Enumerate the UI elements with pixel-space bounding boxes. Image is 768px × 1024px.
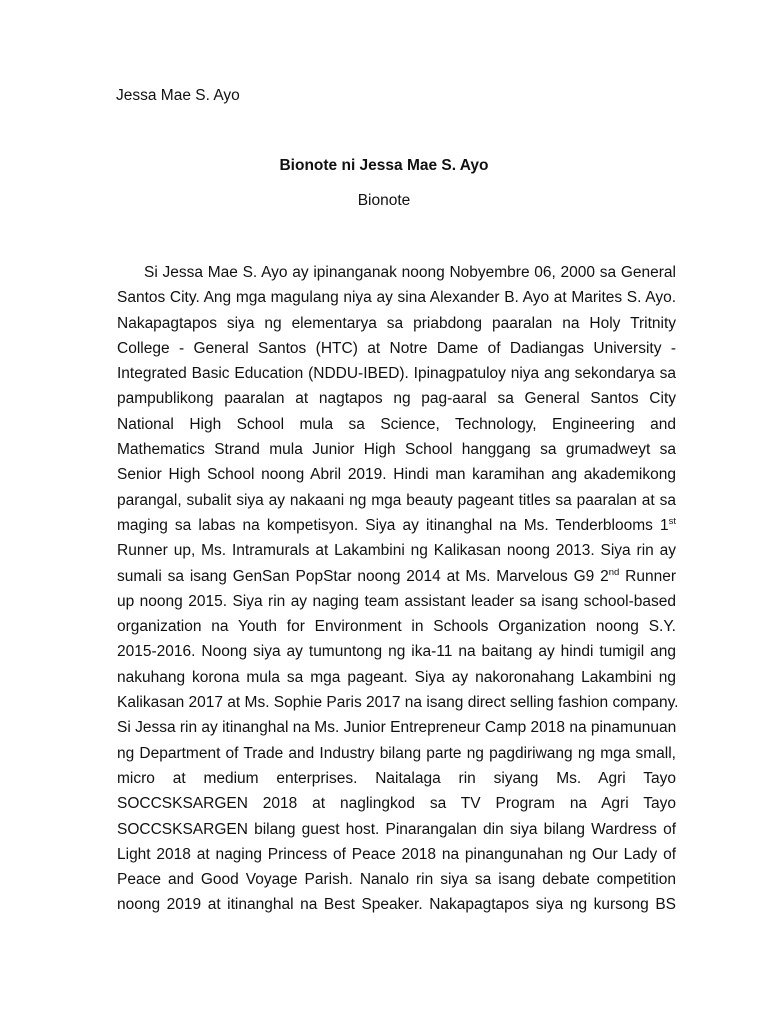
page-title: Bionote ni Jessa Mae S. Ayo	[279, 157, 489, 174]
page-subtitle: Bionote	[357, 192, 411, 209]
paragraph-line	[117, 336, 676, 361]
paragraph-line	[117, 589, 676, 614]
line-text: ng Department of Trade and Industry bilang parte ng pagdiriwang ng mga small,	[117, 744, 676, 762]
ordinal-superscript: st	[668, 515, 676, 527]
paragraph-line	[117, 614, 676, 639]
author-line: Jessa Mae S. Ayo	[116, 87, 240, 104]
line-text: College - General Santos (HTC) at Notre Dame of Dadiangas University -	[117, 339, 676, 357]
paragraph-line	[117, 488, 676, 513]
paragraph-line	[117, 386, 676, 411]
line-text: Nakapagtapos siya ng elementarya sa priabdong paaralan na Holy Tritnity	[117, 314, 676, 332]
paragraph-line	[117, 412, 676, 437]
paragraph-line	[117, 690, 679, 715]
line-text: noong 2019 at itinanghal na Best Speaker. Nakapagtapos siya ng kursong BS	[117, 896, 676, 914]
line-text: Runner up, Ms. Intramurals at Lakambini ng Kalikasan noong 2013. Siya rin ay	[117, 542, 676, 560]
line-text: parangal, subalit siya ay nakaani ng mga beauty pageant titles sa paaralan at sa	[117, 491, 676, 509]
line-text: Si Jessa rin ay itinanghal na Ms. Junior Entrepreneur Camp 2018 na pinamunuan	[117, 719, 677, 737]
paragraph-line	[117, 817, 676, 842]
paragraph-line	[117, 715, 676, 740]
paragraph-line	[117, 564, 676, 589]
line-text: nakuhang korona mula sa mga pageant. Siya ay nakoronahang Lakambini ng	[117, 668, 676, 686]
ordinal-superscript: nd	[608, 566, 620, 578]
line-text: National High School mula sa Science, Technology, Engineering and	[117, 415, 676, 433]
line-text: Si Jessa Mae S. Ayo ay ipinanganak noong Nobyembre 06, 2000 sa General	[144, 264, 676, 281]
line-text: 2015-2016. Noong siya ay tumuntong ng ika-11 na baitang ay hindi tumigil ang	[117, 643, 676, 661]
line-text: Kalikasan 2017 at Ms. Sophie Paris 2017 na isang direct selling fashion company.	[117, 694, 679, 712]
line-text: Runner	[619, 567, 676, 585]
paragraph-line	[117, 741, 676, 766]
paragraph-line	[117, 361, 676, 386]
line-text: Peace and Good Voyage Parish. Nanalo rin siya sa isang debate competition	[117, 871, 676, 889]
line-text: Integrated Basic Education (NDDU-IBED). Ipinagpatuloy niya ang sekondarya sa	[117, 365, 676, 383]
paragraph-line	[117, 639, 676, 664]
bionote-paragraph	[117, 260, 679, 918]
line-text: micro at medium enterprises. Naitalaga rin siyang Ms. Agri Tayo	[117, 769, 676, 787]
paragraph-line	[117, 538, 676, 563]
paragraph-line	[117, 892, 676, 917]
paragraph-line	[117, 766, 676, 791]
paragraph-line	[117, 437, 676, 462]
paragraph-line	[117, 791, 676, 816]
paragraph-line	[117, 260, 676, 285]
line-text: sumali sa isang GenSan PopStar noong 2014 at Ms. Marvelous G9 2	[117, 567, 609, 585]
paragraph-line	[117, 842, 676, 867]
paragraph-line	[117, 513, 676, 538]
paragraph-line	[117, 311, 676, 336]
line-text: Senior High School noong Abril 2019. Hindi man karamihan ang akademikong	[117, 466, 676, 484]
line-text: up noong 2015. Siya rin ay naging team assistant leader sa isang school-based	[117, 592, 676, 610]
line-text: Light 2018 at naging Princess of Peace 2018 na pinangunahan ng Our Lady of	[117, 845, 676, 863]
line-text: pampublikong paaralan at nagtapos ng pag-aaral sa General Santos City	[117, 390, 676, 408]
line-text: organization na Youth for Environment in Schools Organization noong S.Y.	[117, 618, 676, 636]
line-text: SOCCSKSARGEN 2018 at naglingkod sa TV Program na Agri Tayo	[117, 795, 676, 813]
paragraph-line	[117, 867, 676, 892]
line-text: SOCCSKSARGEN bilang guest host. Pinarangalan din siya bilang Wardress of	[117, 820, 676, 838]
paragraph-line	[117, 285, 676, 310]
paragraph-line	[117, 665, 676, 690]
line-text: Mathematics Strand mula Junior High School hanggang sa grumadweyt sa	[117, 441, 676, 459]
line-text: Santos City. Ang mga magulang niya ay sina Alexander B. Ayo at Marites S. Ayo.	[117, 289, 676, 307]
line-text: maging sa labas na kompetisyon. Siya ay itinanghal na Ms. Tenderblooms 1	[117, 516, 669, 534]
paragraph-line	[117, 462, 676, 487]
